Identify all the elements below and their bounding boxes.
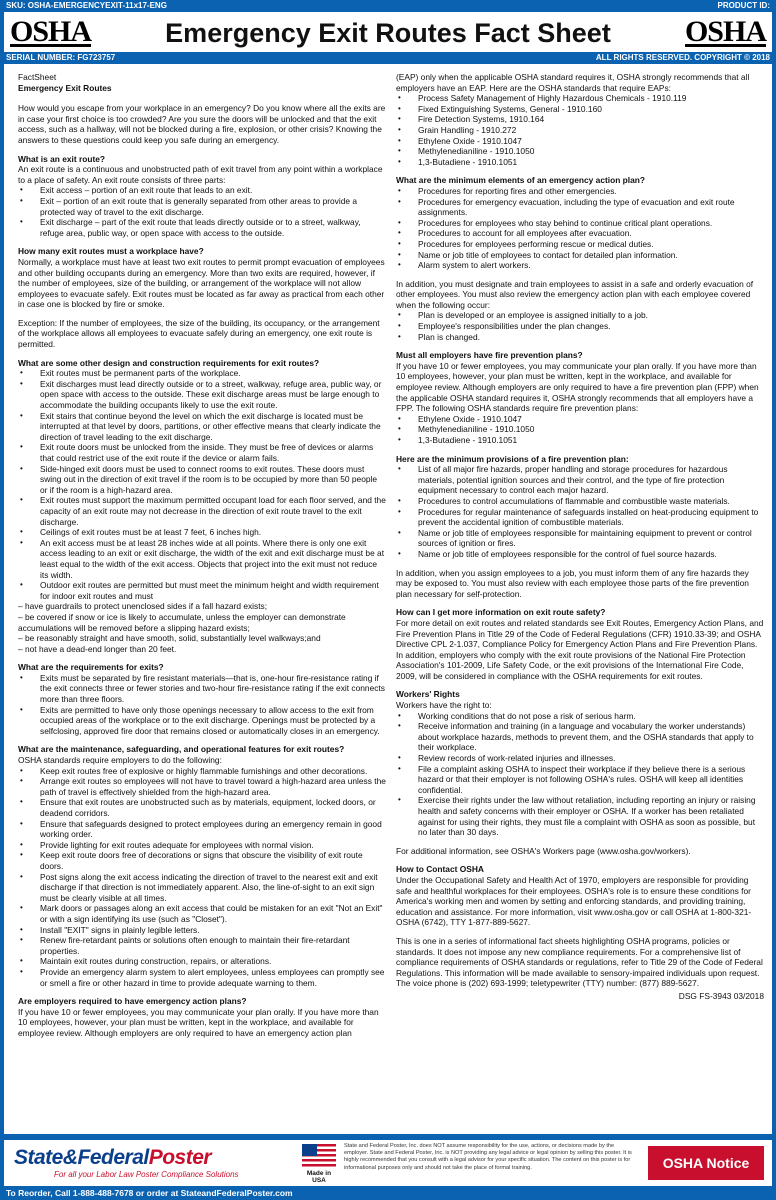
- eap-elements-list: [396, 186, 764, 271]
- list-item: • Name or job title of employees responsible for maintaining equipment to prevent or control sources of ignition or fires.: [418, 528, 764, 549]
- list-item: • Provide lighting for exit routes adequate for employees with normal vision.: [40, 840, 386, 851]
- list-item: • Procedures for regular maintenance of safeguards installed on heat-producing equipment to prevent the accidental ignition of combustible materials.: [418, 507, 764, 528]
- section-heading: How many exit routes must a workplace have?: [18, 246, 204, 257]
- fact-sheet-body: [4, 64, 772, 1134]
- list-item: • Name or job title of employees to contact for detailed plan information.: [418, 250, 764, 261]
- review-triggers-list: [396, 310, 764, 342]
- design-requirements-list: [18, 368, 386, 601]
- header: [4, 12, 772, 52]
- section-heading: Are employers required to have emergency action plans?: [18, 996, 247, 1007]
- list-item: • Fixed Extinguishing Systems, General - 1910.160: [418, 104, 764, 115]
- list-item: • Procedures for reporting fires and other emergencies.: [418, 186, 764, 197]
- list-item: • Methylenedianiline - 1910.1050: [418, 424, 764, 435]
- list-item: • Exit discharges must lead directly outside or to a street, walkway, refuge area, public way, or open space with access to the outside. These exit discharge areas must be large enough to accommodate the building occupants likely to use the exit route.: [40, 379, 386, 411]
- workers-rights-list: [396, 711, 764, 838]
- list-item: • Side-hinged exit doors must be used to connect rooms to exit routes. These doors must swing out in the direction of exit travel if the room is to be occupied by more than 50 people or if the room is a high-hazard area.: [40, 464, 386, 496]
- sku-label: SKU: OSHA-EMERGENCYEXIT-11x17-ENG: [6, 1, 167, 10]
- made-in-usa-label: Made in USA: [306, 1170, 332, 1184]
- section-heading: What are the maintenance, safeguarding, and operational features for exit routes?: [18, 744, 345, 755]
- list-item: • Post signs along the exit access indicating the direction of travel to the nearest exit and exit discharge if that direction is not immediately apparent. Also, the line-of-sight to an exit sign must be clearly visible at all times.: [40, 872, 386, 904]
- paragraph: In addition, you must designate and train employees to assist in a safe and orderly evacuation of other employees. You must also review the emergency action plan with each employee covered when the following occur:: [396, 278, 754, 310]
- list-item: • Exit – portion of an exit route that is generally separated from other areas to provide a protected way of travel to the exit discharge.: [40, 196, 386, 217]
- logo-text-b: Poster: [148, 1146, 212, 1169]
- list-item: • Outdoor exit routes are permitted but must meet the minimum height and width requirement for indoor exit routes and must: [40, 580, 386, 601]
- maintenance-list: [18, 766, 386, 988]
- list-item: • Plan is changed.: [418, 332, 764, 343]
- list-item: • Procedures for employees who stay behind to continue critical plant operations.: [418, 218, 764, 229]
- paragraph: (EAP) only when the applicable OSHA standard requires it, OSHA strongly recommends that all employers have an EAP. Here are the OSHA standards that require EAPs:: [396, 72, 750, 93]
- list-item: • Keep exit route doors free of decorations or signs that obscure the visibility of exit route doors.: [40, 850, 386, 871]
- document-code: DSG FS-3943 03/2018: [678, 990, 764, 1001]
- list-item: • Renew fire-retardant paints or solutions often enough to maintain their fire-retardant properties.: [40, 935, 386, 956]
- section-heading: What are the minimum elements of an emergency action plan?: [396, 175, 645, 186]
- osha-notice-badge: OSHA Notice: [648, 1146, 764, 1180]
- serial-bar: [0, 52, 776, 64]
- list-item: • Procedures to account for all employees after evacuation.: [418, 228, 764, 239]
- list-item: • An exit access must be at least 28 inches wide at all points. Where there is only one exit access leading to an exit or exit discharge, the width of the exit and exit discharge must be at least equal to the width of the exit access. Objects that project into the exit must not reduce its width.: [40, 538, 386, 580]
- list-item: • Fire Detection Systems, 1910.164: [418, 114, 764, 125]
- state-federal-poster-logo: [14, 1146, 211, 1170]
- paragraph: For more detail on exit routes and related standards see Exit Routes, Emergency Action Plans, and Fire Prevention Plans in Title 29 of the Code of Federal Regulations (CFR) 1910.33-39; and OSHA Directive CPL 2-1.037, Compliance Policy for Emergency Action Plans and Fire Prevention Plans. In addition, employers who comply with the exit route provisions of the National Fire Protection Association's 101-2009, Life Safety Code, or the exit provisions of the International Fire Code, 2009, will be considered in compliance with the OSHA requirements for exit routes.: [396, 617, 764, 681]
- logo-text-a: State&Federal: [14, 1146, 149, 1169]
- left-column: [18, 72, 386, 1046]
- footer: [4, 1140, 772, 1186]
- list-item: • Working conditions that do not pose a risk of serious harm.: [418, 711, 764, 722]
- exit-requirements-list: [18, 673, 386, 737]
- paragraph: In addition, when you assign employees to a job, you must inform them of any fire hazards they may be exposed to. You must also review with each employee those parts of the fire prevention plan necessary for self-protection.: [396, 567, 749, 599]
- list-item: • Keep exit routes free of explosive or highly flammable furnishings and other decorations.: [40, 766, 386, 777]
- list-item: – have guardrails to protect unenclosed sides if a fall hazard exists;: [18, 601, 268, 612]
- paragraph: An exit route is a continuous and unobstructed path of exit travel from any point within a workplace to a place of safety. An exit route consists of three parts:: [18, 164, 383, 185]
- copyright: ALL RIGHTS RESERVED. COPYRIGHT © 2018: [595, 53, 770, 62]
- kicker: FactSheet: [18, 72, 57, 82]
- list-item: • Ethylene Oxide - 1910.1047: [418, 136, 764, 147]
- list-item: • Provide an emergency alarm system to alert employees, unless employees can promptly see or smell a fire or other hazard in time to provide adequate warning to them.: [40, 967, 386, 988]
- list-item: • Arrange exit routes so employees will not have to travel toward a high-hazard area unless the path of travel is effectively shielded from the high-hazard area.: [40, 776, 386, 797]
- us-flag-icon: [302, 1144, 336, 1168]
- section-heading: What is an exit route?: [18, 153, 106, 164]
- exception-paragraph: Exception: If the number of employees, the size of the building, its occupancy, or the arrangement of the workplace allows all employees to evacuate safely during an emergency, one exit route is permitted.: [18, 317, 380, 350]
- list-item: • Exit routes must be permanent parts of the workplace.: [40, 368, 386, 379]
- tagline: For all your Labor Law Poster Compliance Solutions: [54, 1170, 239, 1179]
- reorder-text[interactable]: To Reorder, Call 1-888-488-7678 or order at StateandFederalPoster.com: [6, 1188, 293, 1198]
- list-item: • Ensure that exit routes are unobstructed such as by materials, equipment, locked doors, or deadend corridors.: [40, 797, 386, 818]
- doc-title: Emergency Exit Routes: [18, 82, 112, 93]
- list-item: • Procedures for emergency evacuation, including the type of evacuation and exit route assignments.: [418, 197, 764, 218]
- list-item: • Alarm system to alert workers.: [418, 260, 764, 271]
- paragraph: Normally, a workplace must have at least two exit routes to permit prompt evacuation of employees and other building occupants during an emergency. More than two exits are required, however, if the number of employees, size of the building, or arrangement of the workplace will not allow employees to evacuate safely. Exit routes must be located as far away as practical from each other in case one is blocked by fire or smoke.: [18, 256, 385, 310]
- section-heading: Must all employers have fire prevention plans?: [396, 350, 583, 361]
- list-item: • Exercise their rights under the law without retaliation, including reporting an injury or raising health and safety concerns with their employer or OSHA. If a worker has been retaliated against for using their rights, they must file a complaint with OSHA as soon as possible, but no later than 30 days.: [418, 795, 764, 837]
- list-item: • Methylenedianiline - 1910.1050: [418, 146, 764, 157]
- list-item: • Ceilings of exit routes must be at least 7 feet, 6 inches high.: [40, 527, 386, 538]
- exit-route-parts-list: [18, 185, 386, 238]
- paragraph: Workers have the right to:: [396, 700, 492, 711]
- list-item: • Install "EXIT" signs in plainly legible letters.: [40, 925, 386, 936]
- top-bar: [0, 0, 776, 12]
- serial-number: SERIAL NUMBER: FG723757: [6, 53, 116, 62]
- list-item: • List of all major fire hazards, proper handling and storage procedures for hazardous materials, potential ignition sources and their control, and the type of fire protection equipment necessary to control each major hazard.: [418, 464, 764, 496]
- list-item: • Receive information and training (in a language and vocabulary the worker understands) about workplace hazards, methods to prevent them, and the OSHA standards that apply to their workplace.: [418, 721, 764, 753]
- list-item: • Exit stairs that continue beyond the level on which the exit discharge is located must be interrupted at that level by doors, partitions, or other effective means that clearly indicate the direction of travel leading to the exit discharge.: [40, 411, 386, 443]
- paragraph: OSHA standards require employers to do the following:: [18, 755, 222, 766]
- list-item: – be reasonably straight and have smooth, solid, substantially level walkways;and: [18, 633, 321, 644]
- section-heading: What are the requirements for exits?: [18, 662, 164, 673]
- section-heading: Workers' Rights: [396, 689, 460, 700]
- list-item: • Exits are permitted to have only those openings necessary to allow access to the exit from occupied areas of the workplace or to the exit discharge. Openings must be protected by a selfclosing, approved fire door that remains closed or automatically closes in an emergency.: [40, 705, 386, 737]
- list-item: • 1,3-Butadiene - 1910.1051: [418, 157, 764, 168]
- page-title: Emergency Exit Routes Fact Sheet: [165, 18, 611, 48]
- disclaimer: State and Federal Poster, Inc. does NOT assume responsibility for the use, actions, or decisions made by the employer. State and Federal Poster, Inc. is NOT providing any legal advice or legal opinion by selling this poster. It is highly recommended that you consult with a legal advisor for your specific situation. The content on this poster is for informational purposes only and should not take the place of formal training.: [344, 1143, 632, 1171]
- eap-standards-list: [396, 93, 764, 167]
- section-heading: What are some other design and construction requirements for exit routes?: [18, 357, 320, 368]
- list-item: • 1,3-Butadiene - 1910.1051: [418, 435, 764, 446]
- list-item: • Review records of work-related injuries and illnesses.: [418, 753, 764, 764]
- list-item: • Procedures for employees performing rescue or medical duties.: [418, 239, 764, 250]
- paragraph: If you have 10 or fewer employees, you may communicate your plan orally. If you have more than 10 employees, however, your plan must be written, kept in the workplace, and available for employee review. Although employers are only required to have an emergency action plan: [18, 1006, 379, 1038]
- list-item: • Mark doors or passages along an exit access that could be mistaken for an exit "Not an Exit" or with a sign identifying its use (such as "Closet").: [40, 903, 386, 924]
- section-heading: How can I get more information on exit route safety?: [396, 607, 606, 618]
- osha-logo-left: OSHA: [10, 15, 92, 48]
- intro-paragraph: How would you escape from your workplace in an emergency? Do you know where all the exits are in case your first choice is too crowded? Are you sure the doors will be unlocked and that the exit access, such as a hallway, will not be blocked during a fire, explosion, or other crisis? Knowing the answers to these questions could keep you safe during an emergency.: [18, 103, 386, 145]
- list-item: • Name or job title of employees responsible for the control of fuel source hazards.: [418, 549, 764, 560]
- list-item: • Grain Handling - 1910.272: [418, 125, 764, 136]
- list-item: • Ethylene Oxide - 1910.1047: [418, 414, 764, 425]
- list-item: • Ensure that safeguards designed to protect employees during an emergency remain in good working order.: [40, 819, 386, 840]
- paragraph: If you have 10 or fewer employees, you may communicate your plan orally. If you have more than 10 employees, however, your plan must be written, kept in the workplace, and available for employee review. Although employers are only required to have a fire prevention plan (FPP) when the applicable OSHA standard requires it, OSHA strongly recommends that all employers have a FPP. The following OSHA standards require fire prevention plans:: [396, 360, 759, 414]
- fpp-provisions-list: [396, 464, 764, 559]
- osha-logo-right: OSHA: [684, 15, 766, 48]
- paragraph: For additional information, see OSHA's Workers page (www.osha.gov/workers).: [396, 845, 691, 856]
- list-item: • Exit access – portion of an exit route that leads to an exit.: [40, 185, 386, 196]
- list-item: • Exit discharge – part of the exit route that leads directly outside or to a street, walkway, refuge area, public way, or open space with access to the outside.: [40, 217, 386, 238]
- list-item: • Exit route doors must be unlocked from the inside. They must be free of devices or alarms that could restrict use of the exit route if the device or alarm fails.: [40, 442, 386, 463]
- list-item: • File a complaint asking OSHA to inspect their workplace if they believe there is a serious hazard or that their employer is not following OSHA's rules. OSHA will keep all identities confidential.: [418, 764, 764, 796]
- right-column: [396, 72, 764, 1002]
- list-item: • Process Safety Management of Highly Hazardous Chemicals - 1910.119: [418, 93, 764, 104]
- list-item: • Exits must be separated by fire resistant materials—that is, one-hour fire-resistance rating if the exit connects three or fewer stories and two-hour fire-resistance rating if the exit connects more than three floors.: [40, 673, 386, 705]
- paragraph: Under the Occupational Safety and Health Act of 1970, employers are responsible for providing safe and healthful workplaces for their employees. OSHA's role is to ensure these conditions for America's working men and women by setting and enforcing standards, and providing training, education and assistance. For more information, visit www.osha.gov or call OSHA at 1-800-321- OSHA (6742), TTY 1-877-889-5627.: [396, 874, 752, 928]
- product-id-label: PRODUCT ID:: [717, 1, 770, 10]
- list-item: – not have a dead-end longer than 20 feet.: [18, 643, 177, 654]
- list-item: • Employee's responsibilities under the plan changes.: [418, 321, 764, 332]
- list-item: • Plan is developed or an employee is assigned initially to a job.: [418, 310, 764, 321]
- outdoor-route-list: [18, 601, 386, 654]
- list-item: • Exit routes must support the maximum permitted occupant load for each floor served, and the capacity of an exit route may not decrease in the direction of exit route travel to the exit discharge.: [40, 495, 386, 527]
- reorder-bar: [0, 1187, 776, 1200]
- paragraph: This is one in a series of informational fact sheets highlighting OSHA programs, policies or standards. It does not impose any new compliance requirements. For a comprehensive list of compliance requirements of OSHA standards or regulations, refer to Title 29 of the Code of Federal Regulations. This information will be made available to sensory-impaired individuals upon request. The voice phone is (202) 693-1999; teletypewriter (TTY) number: (877) 889-5627.: [396, 935, 763, 989]
- list-item: • Maintain exit routes during construction, repairs, or alterations.: [40, 956, 386, 967]
- list-item: – be covered if snow or ice is likely to accumulate, unless the employer can demonstrate accumulations will be removed before a slipping hazard exists;: [18, 611, 346, 633]
- fpp-standards-list: [396, 414, 764, 446]
- section-heading: Here are the minimum provisions of a fire prevention plan:: [396, 453, 629, 464]
- section-heading: How to Contact OSHA: [396, 864, 484, 875]
- list-item: • Procedures to control accumulations of flammable and combustible waste materials.: [418, 496, 764, 507]
